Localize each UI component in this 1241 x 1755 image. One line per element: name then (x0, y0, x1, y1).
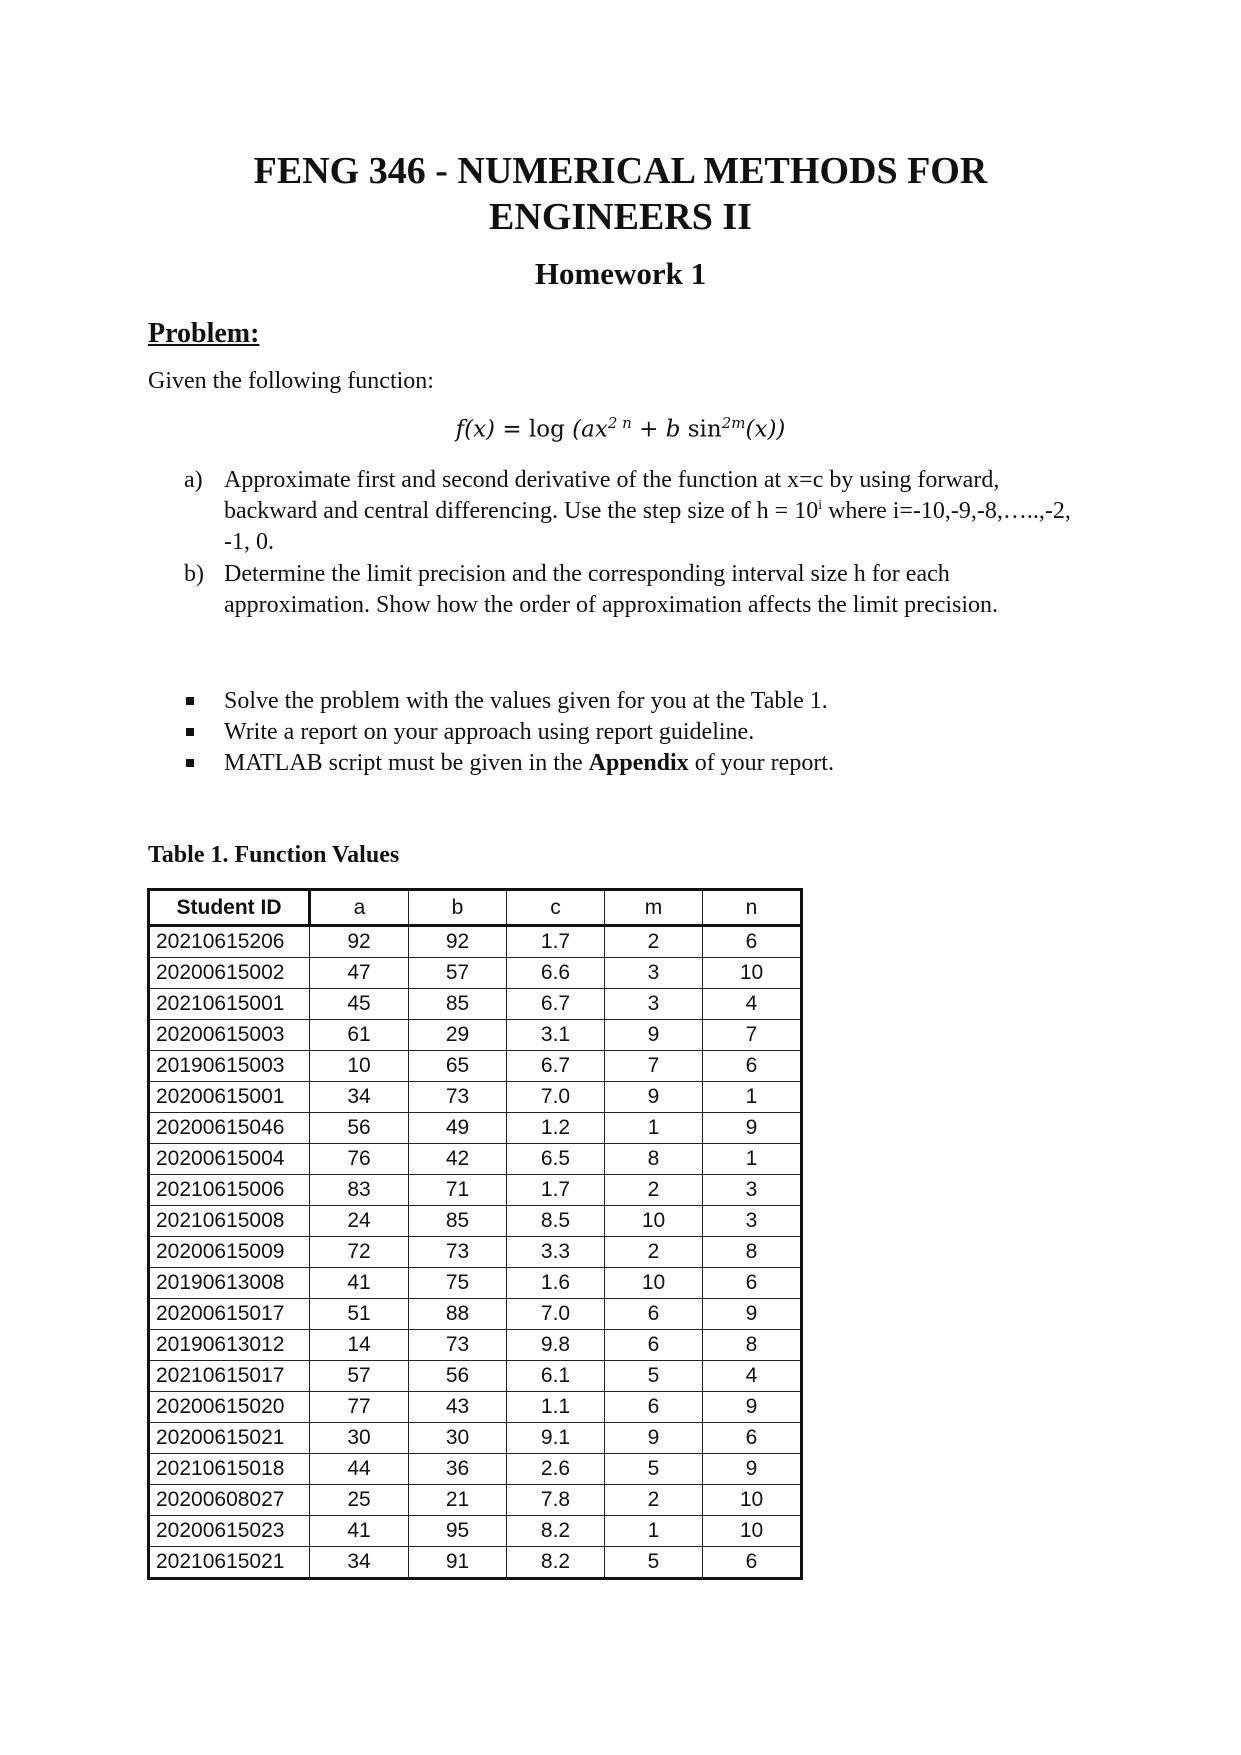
cell-c: 6.6 (507, 958, 605, 989)
table-body (149, 926, 802, 1579)
table-row (149, 1547, 802, 1579)
question-item-b (184, 559, 1089, 621)
bullet-item (186, 717, 1086, 748)
cell-m: 2 (605, 926, 703, 958)
item-text: Determine the limit precision and the corresponding interval size h for each approximation. Show how the order of approximation affects the limit precision. (224, 561, 999, 618)
cell-b: 56 (409, 1361, 507, 1392)
cell-student-id: 20200615003 (149, 1020, 310, 1051)
cell-m: 9 (605, 1082, 703, 1113)
cell-n: 3 (703, 1175, 802, 1206)
cell-b: 65 (409, 1051, 507, 1082)
cell-a: 83 (310, 1175, 409, 1206)
formula-lhs: f(x) = (455, 416, 529, 443)
cell-student-id: 20210615006 (149, 1175, 310, 1206)
cell-n: 9 (703, 1113, 802, 1144)
cell-c: 1.1 (507, 1392, 605, 1423)
cell-b: 36 (409, 1454, 507, 1485)
cell-student-id: 20210615001 (149, 989, 310, 1020)
cell-m: 3 (605, 958, 703, 989)
table-row (149, 1206, 802, 1237)
cell-b: 71 (409, 1175, 507, 1206)
cell-a: 24 (310, 1206, 409, 1237)
bullet-text (224, 748, 1086, 779)
cell-b: 29 (409, 1020, 507, 1051)
item-text-after: where i=-10,-9,-8,…..,-2, -1, 0. (224, 498, 1071, 555)
cell-m: 5 (605, 1361, 703, 1392)
cell-student-id: 20200615023 (149, 1516, 310, 1547)
cell-c: 8.2 (507, 1516, 605, 1547)
cell-student-id: 20210615017 (149, 1361, 310, 1392)
cell-a: 41 (310, 1268, 409, 1299)
table-row (149, 1361, 802, 1392)
cell-m: 6 (605, 1392, 703, 1423)
cell-n: 9 (703, 1299, 802, 1330)
cell-b: 73 (409, 1082, 507, 1113)
table-row (149, 1051, 802, 1082)
table-header-row (149, 890, 802, 926)
cell-m: 5 (605, 1454, 703, 1485)
cell-b: 91 (409, 1547, 507, 1579)
cell-c: 1.6 (507, 1268, 605, 1299)
cell-a: 45 (310, 989, 409, 1020)
table-row (149, 1299, 802, 1330)
cell-n: 10 (703, 1516, 802, 1547)
bullet-text-before: MATLAB script must be given in the (224, 750, 589, 776)
cell-b: 92 (409, 926, 507, 958)
cell-n: 3 (703, 1206, 802, 1237)
formula-close: (x)) (745, 416, 786, 443)
formula-exponent-2: 2m (721, 414, 746, 432)
cell-m: 2 (605, 1485, 703, 1516)
bullet-item (186, 686, 1086, 717)
cell-b: 85 (409, 989, 507, 1020)
cell-student-id: 20200615020 (149, 1392, 310, 1423)
cell-n: 6 (703, 926, 802, 958)
table-row (149, 1516, 802, 1547)
cell-c: 7.8 (507, 1485, 605, 1516)
formula-mid: + b (631, 416, 688, 443)
cell-student-id: 20200615021 (149, 1423, 310, 1454)
cell-n: 1 (703, 1082, 802, 1113)
cell-n: 8 (703, 1237, 802, 1268)
table-row (149, 1082, 802, 1113)
cell-m: 9 (605, 1020, 703, 1051)
cell-student-id: 20200615009 (149, 1237, 310, 1268)
cell-b: 85 (409, 1206, 507, 1237)
document-subtitle: Homework 1 (534, 256, 707, 291)
cell-student-id: 20200615004 (149, 1144, 310, 1175)
problem-intro: Given the following function: (148, 368, 434, 394)
cell-b: 21 (409, 1485, 507, 1516)
cell-n: 6 (703, 1423, 802, 1454)
item-text (224, 465, 1089, 558)
cell-b: 43 (409, 1392, 507, 1423)
cell-a: 47 (310, 958, 409, 989)
cell-n: 7 (703, 1020, 802, 1051)
column-header-b: b (409, 890, 507, 926)
bullet-item (186, 748, 1086, 779)
item-superscript: i (818, 498, 823, 513)
square-bullet-icon (186, 728, 194, 736)
cell-a: 34 (310, 1082, 409, 1113)
cell-c: 7.0 (507, 1082, 605, 1113)
cell-student-id: 20210615008 (149, 1206, 310, 1237)
cell-b: 75 (409, 1268, 507, 1299)
cell-student-id: 20210615206 (149, 926, 310, 958)
column-header-n: n (703, 890, 802, 926)
formula-open: (ax (564, 416, 608, 443)
bullet-text: Write a report on your approach using report guideline. (224, 719, 755, 745)
cell-n: 8 (703, 1330, 802, 1361)
table-row (149, 1392, 802, 1423)
cell-m: 3 (605, 989, 703, 1020)
cell-student-id: 20200615046 (149, 1113, 310, 1144)
cell-n: 6 (703, 1268, 802, 1299)
table-caption: Table 1. Function Values (148, 842, 400, 868)
cell-c: 6.5 (507, 1144, 605, 1175)
cell-n: 10 (703, 958, 802, 989)
cell-b: 49 (409, 1113, 507, 1144)
cell-m: 5 (605, 1547, 703, 1579)
cell-c: 6.7 (507, 1051, 605, 1082)
cell-student-id: 20200615002 (149, 958, 310, 989)
cell-n: 4 (703, 989, 802, 1020)
table-row (149, 1113, 802, 1144)
cell-a: 30 (310, 1423, 409, 1454)
cell-a: 77 (310, 1392, 409, 1423)
cell-c: 1.2 (507, 1113, 605, 1144)
table-row (149, 989, 802, 1020)
cell-c: 1.7 (507, 1175, 605, 1206)
item-marker: a) (184, 467, 203, 493)
cell-m: 10 (605, 1268, 703, 1299)
cell-student-id: 20210615018 (149, 1454, 310, 1485)
bullet-text: Solve the problem with the values given for you at the Table 1. (224, 688, 828, 714)
cell-a: 41 (310, 1516, 409, 1547)
cell-b: 88 (409, 1299, 507, 1330)
cell-n: 6 (703, 1547, 802, 1579)
column-header-a: a (310, 890, 409, 926)
cell-c: 3.1 (507, 1020, 605, 1051)
cell-m: 9 (605, 1423, 703, 1454)
cell-m: 6 (605, 1330, 703, 1361)
table-row (149, 1330, 802, 1361)
cell-n: 9 (703, 1454, 802, 1485)
cell-a: 61 (310, 1020, 409, 1051)
cell-a: 56 (310, 1113, 409, 1144)
cell-a: 14 (310, 1330, 409, 1361)
item-text-before: Approximate first and second derivative of the function at x=c by using forward, backward and central differencing. Use the step size of h = 10 (224, 467, 1000, 524)
question-item-a (184, 465, 1089, 558)
cell-a: 10 (310, 1051, 409, 1082)
cell-n: 6 (703, 1051, 802, 1082)
formula-sin: sin (687, 416, 722, 443)
cell-c: 7.0 (507, 1299, 605, 1330)
cell-student-id: 20190613008 (149, 1268, 310, 1299)
cell-m: 7 (605, 1051, 703, 1082)
table-row (149, 1175, 802, 1206)
cell-student-id: 20200608027 (149, 1485, 310, 1516)
cell-student-id: 20190615003 (149, 1051, 310, 1082)
cell-a: 34 (310, 1547, 409, 1579)
cell-c: 6.7 (507, 989, 605, 1020)
cell-a: 57 (310, 1361, 409, 1392)
cell-m: 1 (605, 1113, 703, 1144)
table-row (149, 1237, 802, 1268)
cell-student-id: 20200615017 (149, 1299, 310, 1330)
cell-student-id: 20210615021 (149, 1547, 310, 1579)
cell-c: 3.3 (507, 1237, 605, 1268)
cell-b: 42 (409, 1144, 507, 1175)
cell-m: 8 (605, 1144, 703, 1175)
table-row (149, 1144, 802, 1175)
cell-c: 6.1 (507, 1361, 605, 1392)
function-formula (0, 414, 1241, 443)
cell-b: 73 (409, 1237, 507, 1268)
table-row (149, 1268, 802, 1299)
item-marker: b) (184, 561, 204, 587)
cell-a: 25 (310, 1485, 409, 1516)
column-header-c: c (507, 890, 605, 926)
document-title-line-2: ENGINEERS II (489, 196, 752, 238)
cell-n: 1 (703, 1144, 802, 1175)
function-values-table (147, 888, 803, 1580)
document-title-line-1: FENG 346 - NUMERICAL METHODS FOR (253, 150, 988, 192)
cell-m: 6 (605, 1299, 703, 1330)
cell-a: 76 (310, 1144, 409, 1175)
cell-n: 9 (703, 1392, 802, 1423)
formula-exponent-1: 2 n (607, 414, 632, 432)
cell-b: 30 (409, 1423, 507, 1454)
bullet-text-after: of your report. (688, 750, 834, 776)
cell-c: 2.6 (507, 1454, 605, 1485)
cell-b: 95 (409, 1516, 507, 1547)
cell-student-id: 20190613012 (149, 1330, 310, 1361)
cell-m: 2 (605, 1237, 703, 1268)
cell-c: 9.8 (507, 1330, 605, 1361)
cell-m: 2 (605, 1175, 703, 1206)
cell-n: 4 (703, 1361, 802, 1392)
cell-c: 9.1 (507, 1423, 605, 1454)
table-row (149, 926, 802, 958)
cell-a: 92 (310, 926, 409, 958)
bullet-text-bold: Appendix (588, 750, 689, 776)
problem-heading: Problem: (148, 318, 260, 349)
cell-a: 44 (310, 1454, 409, 1485)
cell-b: 57 (409, 958, 507, 989)
square-bullet-icon (186, 697, 194, 705)
table-row (149, 1485, 802, 1516)
cell-a: 72 (310, 1237, 409, 1268)
cell-c: 8.2 (507, 1547, 605, 1579)
table-row (149, 958, 802, 989)
cell-student-id: 20200615001 (149, 1082, 310, 1113)
table-row (149, 1020, 802, 1051)
cell-a: 51 (310, 1299, 409, 1330)
cell-m: 1 (605, 1516, 703, 1547)
cell-c: 8.5 (507, 1206, 605, 1237)
cell-b: 73 (409, 1330, 507, 1361)
formula-log: log (528, 416, 565, 443)
table-row (149, 1423, 802, 1454)
column-header-student-id: Student ID (149, 890, 310, 926)
cell-m: 10 (605, 1206, 703, 1237)
column-header-m: m (605, 890, 703, 926)
cell-n: 10 (703, 1485, 802, 1516)
cell-c: 1.7 (507, 926, 605, 958)
table-row (149, 1454, 802, 1485)
square-bullet-icon (186, 759, 194, 767)
